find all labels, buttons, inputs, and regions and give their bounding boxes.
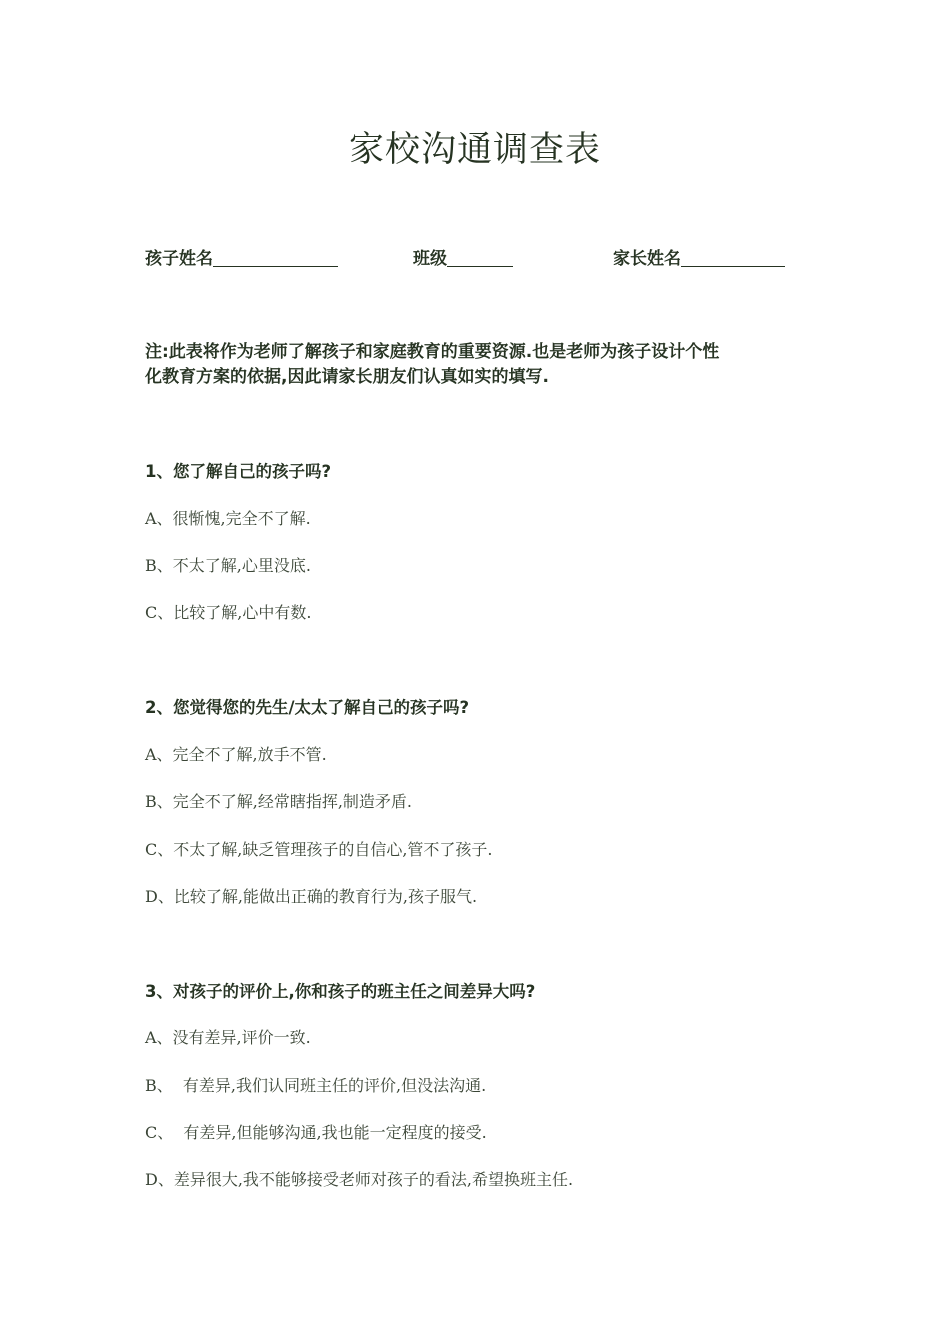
question-2-option-a[interactable]: A、完全不了解,放手不管. [145,745,327,764]
parent-name-label: 家长姓名 [613,249,681,269]
question-1-option-c[interactable]: C、比较了解,心中有数. [145,603,312,622]
question-2: 2、您觉得您的先生/太太了解自己的孩子吗? [145,698,470,717]
note-paragraph [145,340,805,390]
question-3: 3、对孩子的评价上,你和孩子的班主任之间差异大吗? [145,982,536,1001]
page-title: 家校沟通调查表 [348,130,601,170]
note-line-1: 注:此表将作为老师了解孩子和家庭教育的重要资源.也是老师为孩子设计个性 [145,342,720,362]
question-1-option-a[interactable]: A、很惭愧,完全不了解. [145,509,311,528]
parent-name-field [613,244,785,269]
child-name-field [145,244,338,269]
child-name-blank[interactable] [213,248,338,267]
question-3-option-c[interactable]: C、 有差异,但能够沟通,我也能一定程度的接受. [145,1123,487,1142]
info-row [145,244,805,270]
question-3-option-a[interactable]: A、没有差异,评价一致. [145,1028,311,1047]
class-field [413,244,513,269]
question-1: 1、您了解自己的孩子吗? [145,462,332,481]
question-2-option-b[interactable]: B、完全不了解,经常瞎指挥,制造矛盾. [145,792,413,811]
note-line-2: 化教育方案的依据,因此请家长朋友们认真如实的填写. [145,367,549,387]
question-3-option-d[interactable]: D、差异很大,我不能够接受老师对孩子的看法,希望换班主任. [145,1170,574,1189]
class-label: 班级 [413,249,447,269]
child-name-label: 孩子姓名 [145,249,213,269]
question-3-option-b[interactable]: B、 有差异,我们认同班主任的评价,但没法沟通. [145,1076,487,1095]
question-2-option-c[interactable]: C、不太了解,缺乏管理孩子的自信心,管不了孩子. [145,840,493,859]
question-1-option-b[interactable]: B、不太了解,心里没底. [145,556,311,575]
question-2-option-d[interactable]: D、比较了解,能做出正确的教育行为,孩子服气. [145,887,478,906]
class-blank[interactable] [447,248,513,267]
parent-name-blank[interactable] [681,248,785,267]
